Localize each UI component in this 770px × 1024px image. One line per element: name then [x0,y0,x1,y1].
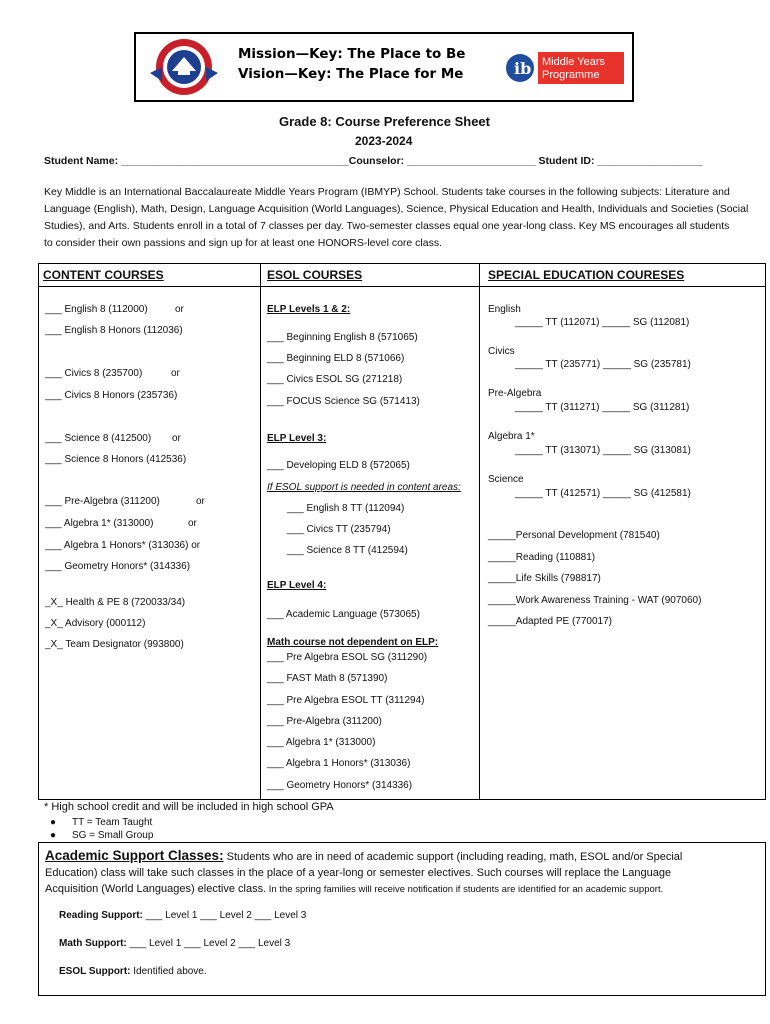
school-year: 2023-2024 [355,134,413,148]
elp-level-4-heading: ELP Level 4: [267,580,327,591]
sped-pre-algebra-options[interactable]: _____ TT (311271) _____ SG (311281) [515,402,690,413]
sped-work-awareness[interactable]: _____Work Awareness Training - WAT (907060) [488,595,702,606]
mission-line: Mission—Key: The Place to Be [238,46,466,62]
tt-note: TT = Team Taught [72,817,153,828]
esol-support-value: Identified above. [130,966,207,977]
support-text-1: Students who are in need of academic support (including reading, math, ESOL and/or Special [223,851,683,863]
support-heading: Academic Support Classes: [45,848,224,863]
sped-pre-algebra-label: Pre-Algebra [488,388,542,399]
intro-line-1: Key Middle is an International Baccalaureate Middle Years Program (IBMYP) School. Students take courses in the following subjects: Literature and [44,186,730,198]
course-beginning-english-8[interactable]: ___ Beginning English 8 (571065) [267,332,418,343]
reading-support-label: Reading Support: [59,910,143,921]
course-science-8-honors[interactable]: ___ Science 8 Honors (412536) [45,454,187,465]
support-text-3b: In the spring families will receive notification if students are identified for an academic support. [266,884,664,895]
banner-motto [238,44,465,84]
ib-myp-logo [506,50,626,86]
header-divider [39,286,765,287]
course-pre-algebra[interactable]: ___ Pre-Algebra (311200) [45,496,160,507]
note-bullet: ● [50,817,57,828]
course-advisory[interactable]: _X_ Advisory (000112) [45,618,146,629]
course-team-designator[interactable]: _X_ Team Designator (993800) [45,639,184,650]
support-line-3 [45,883,663,895]
ib-line2: Programme [542,69,600,81]
course-fast-math-8[interactable]: ___ FAST Math 8 (571390) [267,673,388,684]
math-support-label: Math Support: [59,938,127,949]
support-text-3: Acquisition (World Languages) elective class. [45,883,267,895]
note-bullet: ● [50,830,57,841]
course-table [38,263,766,800]
student-info-line: Student Name: _______________________________________Counselor: ______________________ Student ID: __________________ [44,155,703,167]
sped-algebra-1-options[interactable]: _____ TT (313071) _____ SG (313081) [515,445,691,456]
support-text-2: Education) class will take such classes in the place of a year-long or semester electives. Such courses will replace the Language [45,867,672,879]
course-beginning-eld-8[interactable]: ___ Beginning ELD 8 (571066) [267,353,405,364]
or-label: or [196,496,205,507]
math-support-options[interactable]: ___ Level 1 ___ Level 2 ___ Level 3 [126,938,291,949]
course-civics-8-honors[interactable]: ___ Civics 8 Honors (235736) [45,390,178,401]
course-geometry-honors-esol[interactable]: ___ Geometry Honors* (314336) [267,780,413,791]
content-courses-heading: CONTENT COURSES [43,268,164,282]
page-title: Grade 8: Course Preference Sheet [279,114,490,129]
reading-support-row [59,910,306,921]
reading-support-options[interactable]: ___ Level 1 ___ Level 2 ___ Level 3 [142,910,307,921]
elp-level-3-heading: ELP Level 3: [267,433,327,444]
vision-line: Vision—Key: The Place for Me [238,66,464,82]
academic-support-box [38,842,766,996]
course-science-8-tt[interactable]: ___ Science 8 TT (412594) [287,545,408,556]
column-divider [260,264,261,799]
column-divider [479,264,480,799]
math-not-elp-heading: Math course not dependent on ELP: [267,637,439,648]
support-line-1 [45,848,682,863]
sped-science-label: Science [488,474,524,485]
course-geometry-honors[interactable]: ___ Geometry Honors* (314336) [45,561,191,572]
sg-note: SG = Small Group [72,830,154,841]
sped-reading[interactable]: _____Reading (110881) [488,552,596,563]
sped-courses-heading: SPECIAL EDUCATION COURESES [488,268,685,282]
svg-text:ib: ib [514,59,532,78]
sped-science-options[interactable]: _____ TT (412571) _____ SG (412581) [515,488,691,499]
course-health-pe[interactable]: _X_ Health & PE 8 (720033/34) [45,597,186,608]
sped-adapted-pe[interactable]: _____Adapted PE (770017) [488,616,612,627]
or-label: or [172,433,181,444]
sped-english-options[interactable]: _____ TT (112071) _____ SG (112081) [515,317,690,328]
esol-support-label: ESOL Support: [59,966,131,977]
or-label: or [171,368,180,379]
intro-line-3: Studies), and Arts. Students enroll in a total of 7 classes per day. Two-semester classes equal one year-long class. Key MS encourages all students [44,220,730,232]
sped-english-label: English [488,304,521,315]
esol-courses-heading: ESOL COURSES [267,268,363,282]
course-civics-tt[interactable]: ___ Civics TT (235794) [287,524,391,535]
sped-life-skills[interactable]: _____Life Skills (798817) [488,573,601,584]
intro-line-2: Language (English), Math, Design, Language Acquisition (World Languages), Science, Physical Education and Health, Individuals and Societies (Social [44,203,749,215]
math-support-row [59,938,290,949]
course-academic-language[interactable]: ___ Academic Language (573065) [267,609,420,620]
course-science-8[interactable]: ___ Science 8 (412500) [45,433,152,444]
course-algebra-1[interactable]: ___ Algebra 1* (313000) [45,518,154,529]
sped-algebra-1-label: Algebra 1* [488,431,535,442]
ib-line1: Middle Years [542,56,605,68]
esol-support-note: If ESOL support is needed in content areas: [267,482,461,493]
course-pre-algebra-esol[interactable]: ___ Pre-Algebra (311200) [267,716,382,727]
intro-line-4: to consider their own passions and sign up for at least one HONORS-level core class. [44,237,443,249]
course-algebra-1-honors[interactable]: ___ Algebra 1 Honors* (313036) or [45,540,201,551]
sped-personal-development[interactable]: _____Personal Development (781540) [488,530,660,541]
sped-civics-label: Civics [488,346,515,357]
course-pre-algebra-esol-tt[interactable]: ___ Pre Algebra ESOL TT (311294) [267,695,425,706]
course-civics-esol-sg[interactable]: ___ Civics ESOL SG (271218) [267,374,403,385]
or-label: or [188,518,197,529]
header-banner [134,32,634,102]
school-seal-logo [144,37,224,97]
course-english-8[interactable]: ___ English 8 (112000) [45,304,148,315]
elp-levels-1-2-heading: ELP Levels 1 & 2: [267,304,351,315]
course-algebra-1-honors-esol[interactable]: ___ Algebra 1 Honors* (313036) [267,758,411,769]
sped-civics-options[interactable]: _____ TT (235771) _____ SG (235781) [515,359,691,370]
course-english-8-honors[interactable]: ___ English 8 Honors (112036) [45,325,183,336]
course-algebra-1-esol[interactable]: ___ Algebra 1* (313000) [267,737,376,748]
course-pre-algebra-esol-sg[interactable]: ___ Pre Algebra ESOL SG (311290) [267,652,428,663]
esol-support-row [59,966,207,977]
course-focus-science-sg[interactable]: ___ FOCUS Science SG (571413) [267,396,420,407]
course-civics-8[interactable]: ___ Civics 8 (235700) [45,368,143,379]
credit-note: * High school credit and will be included in high school GPA [44,801,334,813]
course-english-8-tt[interactable]: ___ English 8 TT (112094) [287,503,405,514]
or-label: or [175,304,184,315]
course-developing-eld-8[interactable]: ___ Developing ELD 8 (572065) [267,460,410,471]
